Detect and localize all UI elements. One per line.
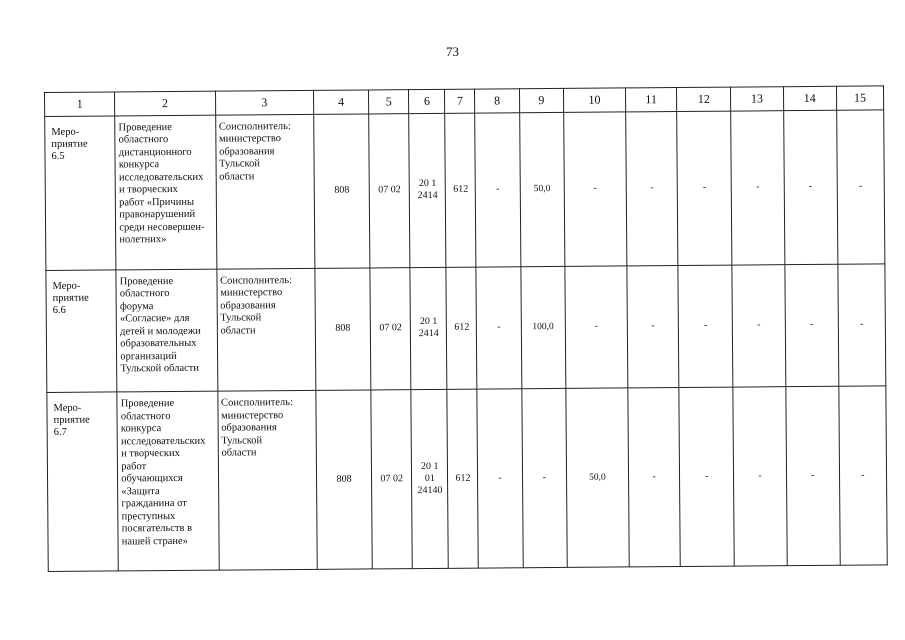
table-cell: - — [627, 265, 679, 388]
header-cell: 14 — [783, 86, 836, 110]
table-cell: - — [626, 111, 678, 265]
table-cell: 808 — [316, 390, 373, 569]
table-cell: - — [677, 111, 732, 265]
table-cell: 612 — [446, 267, 477, 390]
event-number-cell: Меро- приятие 6.5 — [45, 116, 116, 270]
table-cell: - — [839, 386, 888, 565]
table-cell: - — [563, 112, 626, 266]
table-cell: 612 — [445, 113, 476, 267]
header-cell: 13 — [731, 87, 783, 111]
table-cell: - — [733, 387, 787, 566]
table-cell: - — [785, 387, 840, 566]
table-cell: - — [679, 387, 735, 566]
header-cell: 12 — [677, 87, 731, 111]
table-cell: - — [783, 110, 837, 264]
table-cell: - — [836, 110, 884, 264]
table-cell: - — [475, 113, 520, 267]
table-cell: - — [565, 266, 628, 389]
table-cell: 612 — [447, 389, 478, 568]
page-number: 73 — [446, 44, 459, 59]
table-cell: 100,0 — [521, 266, 566, 389]
header-cell: 3 — [215, 90, 314, 115]
table-cell: - — [678, 265, 733, 388]
executor-cell: Соисполнитель: министерство образования Тульской области — [215, 114, 315, 269]
table-row — [46, 264, 886, 393]
table-cell: 20 1 2414 — [409, 113, 446, 267]
header-cell: 11 — [626, 88, 677, 112]
table-cell: 07 02 — [371, 390, 413, 569]
table-cell: - — [476, 266, 521, 389]
table-row — [47, 386, 887, 571]
table-cell: - — [784, 264, 838, 387]
table-cell: - — [732, 264, 785, 387]
header-cell: 2 — [115, 91, 216, 116]
table-cell: - — [521, 389, 567, 568]
header-cell: 15 — [836, 86, 883, 110]
event-number-cell: Меро- приятие 6.6 — [46, 270, 117, 393]
table-row — [45, 110, 885, 270]
executor-cell: Соисполнитель: министерство образования Тульской области — [217, 391, 317, 571]
header-cell: 1 — [45, 92, 115, 116]
header-cell: 8 — [475, 89, 519, 113]
table-cell: 07 02 — [369, 114, 410, 268]
header-cell: 10 — [563, 88, 625, 112]
table-cell: - — [628, 388, 681, 567]
table-cell: 808 — [314, 114, 370, 268]
header-cell: 7 — [445, 89, 475, 113]
table-cell: - — [731, 111, 784, 265]
event-name-cell: Проведение областного дистанционного конкурса исследовательских и творческих работ «Причины правонарушений среди несовершен- нолетних» — [115, 115, 217, 270]
event-name-cell: Проведение областного конкурса исследовательских и творческих работ обучающихся «Защита гражданина от преступных посягательств в нашей стране» — [117, 391, 219, 571]
header-cell: 9 — [519, 88, 563, 112]
table-cell: - — [477, 389, 523, 568]
table-cell: 808 — [315, 268, 371, 391]
table-cell: 20 1 2414 — [410, 267, 447, 390]
header-cell: 5 — [369, 90, 409, 114]
executor-cell: Соисполнитель: министерство образования Тульской области — [216, 268, 315, 391]
table-cell: 20 1 01 24140 — [411, 390, 449, 569]
table-cell: 50,0 — [519, 112, 564, 266]
event-name-cell: Проведение областного форума «Согласие» для детей и молодежи образовательных организаций Тульской области — [116, 269, 217, 392]
table-cell: 07 02 — [370, 267, 411, 390]
event-number-cell: Меро- приятие 6.7 — [47, 392, 119, 571]
table-cell: - — [838, 264, 886, 387]
header-cell: 6 — [409, 89, 445, 113]
table-cell: 50,0 — [566, 388, 630, 567]
header-cell: 4 — [313, 90, 368, 114]
data-table — [44, 85, 888, 572]
